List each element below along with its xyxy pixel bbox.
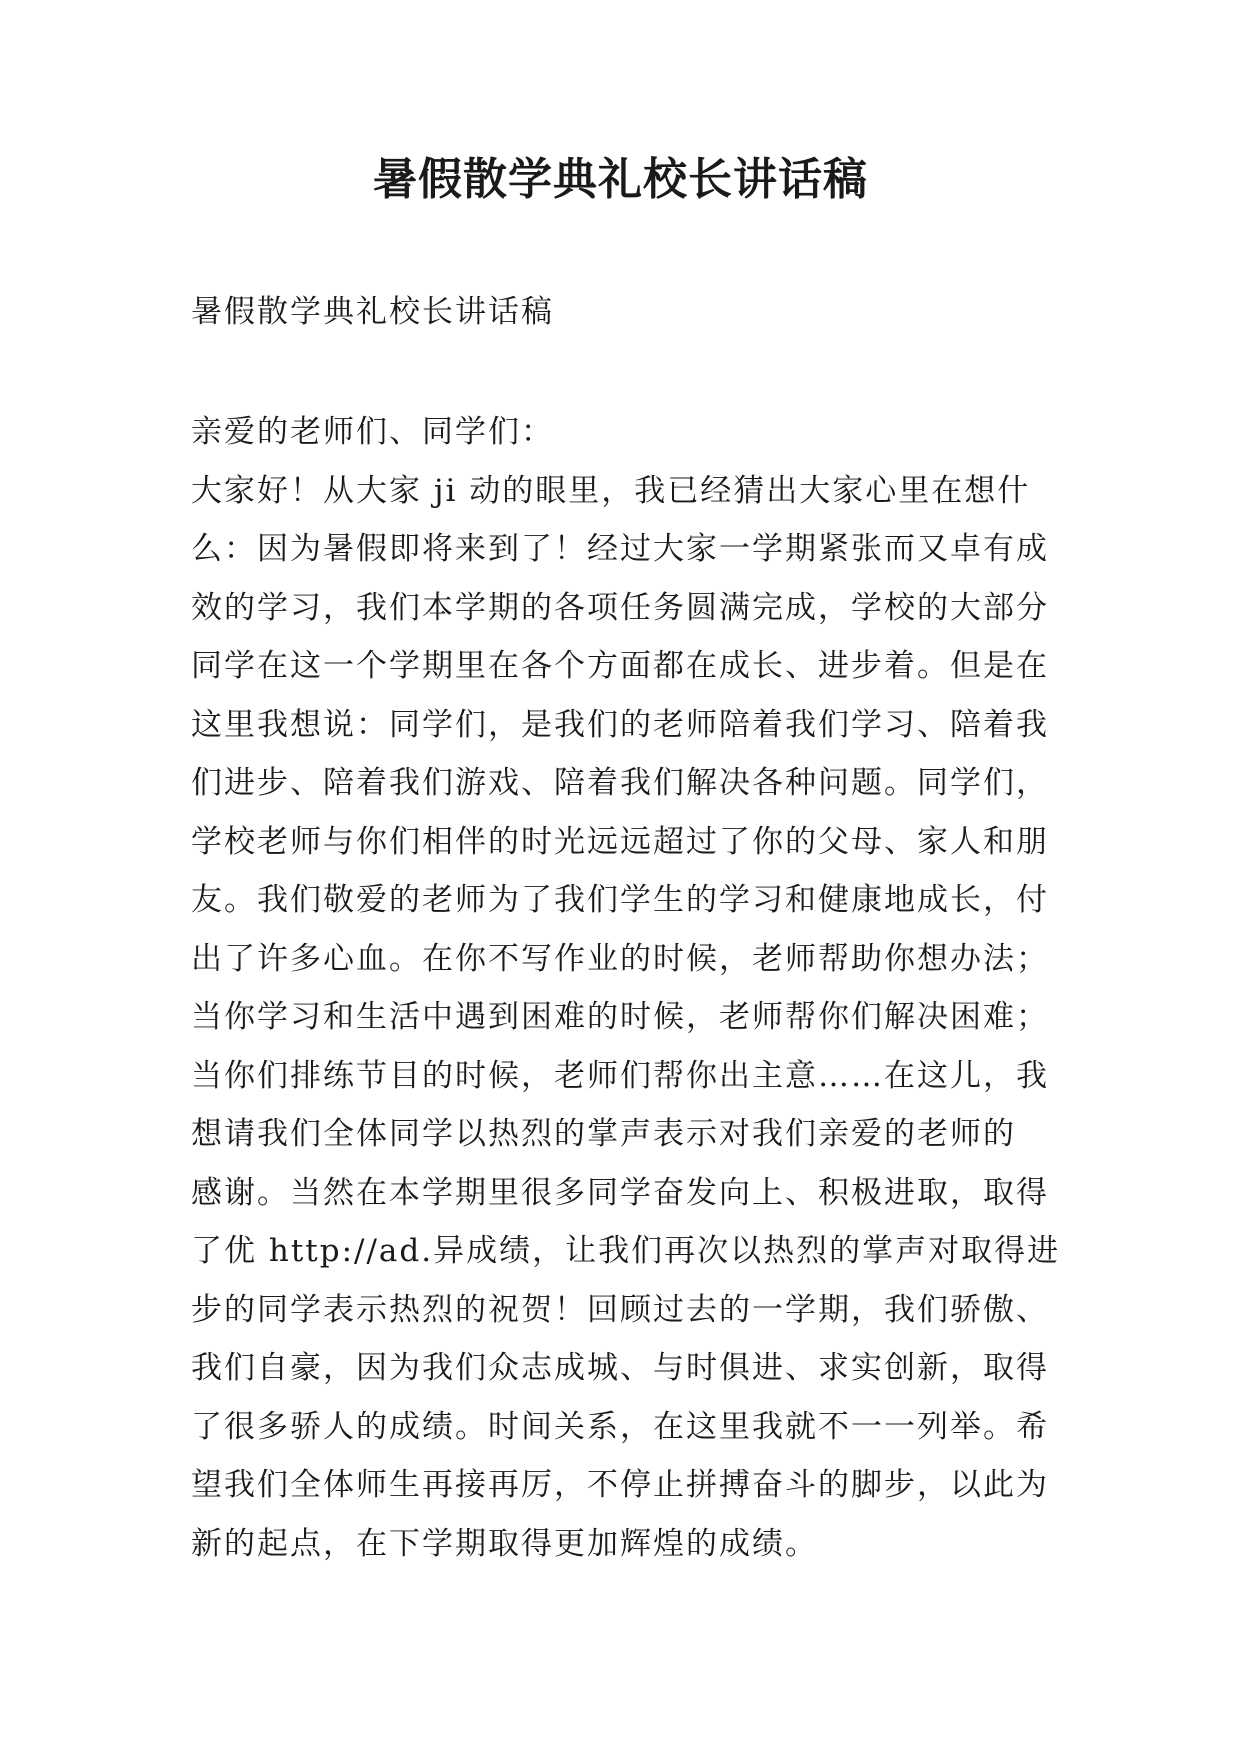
- body-line: 出了许多心血。在你不写作业的时候，老师帮助你想办法；: [191, 940, 1049, 977]
- body-line: 步的同学表示热烈的祝贺！回顾过去的一学期，我们骄傲、: [191, 1291, 1049, 1328]
- document-body: [191, 403, 1071, 1573]
- body-line: 我们自豪，因为我们众志成城、与时俱进、求实创新，取得: [191, 1350, 1049, 1386]
- body-line: 这里我想说：同学们，是我们的老师陪着我们学习、陪着我: [191, 706, 1049, 743]
- body-line: 同学在这一个学期里在各个方面都在成长、进步着。但是在: [191, 648, 1049, 684]
- body-line: 么：因为暑假即将来到了！经过大家一学期紧张而又卓有成: [191, 531, 1049, 567]
- document-subtitle: 暑假散学典礼校长讲话稿: [191, 294, 554, 330]
- body-line: 了优 http://ad.异成绩，让我们再次以热烈的掌声对取得进: [191, 1233, 1061, 1269]
- body-line: 新的起点，在下学期取得更加辉煌的成绩。: [191, 1525, 818, 1562]
- body-line: 望我们全体师生再接再厉，不停止拼搏奋斗的脚步，以此为: [191, 1467, 1049, 1503]
- body-line: 了很多骄人的成绩。时间关系，在这里我就不一一列举。希: [191, 1408, 1049, 1445]
- body-line-greeting: 亲爱的老师们、同学们：: [191, 414, 554, 450]
- body-line: 当你学习和生活中遇到困难的时候，老师帮你们解决困难；: [191, 999, 1049, 1035]
- body-line: 当你们排练节目的时候，老师们帮你出主意……在这儿，我: [191, 1057, 1049, 1094]
- body-line: 学校老师与你们相伴的时光远远超过了你的父母、家人和朋: [191, 823, 1049, 860]
- body-line: 想请我们全体同学以热烈的掌声表示对我们亲爱的老师的: [191, 1116, 1016, 1152]
- body-line: 效的学习，我们本学期的各项任务圆满完成，学校的大部分: [191, 589, 1049, 626]
- document-title: 暑假散学典礼校长讲话稿: [373, 154, 868, 205]
- body-line: 们进步、陪着我们游戏、陪着我们解决各种问题。同学们，: [191, 765, 1049, 801]
- body-line: 友。我们敬爱的老师为了我们学生的学习和健康地成长，付: [191, 882, 1049, 918]
- body-line: 感谢。当然在本学期里很多同学奋发向上、积极进取，取得: [191, 1174, 1049, 1211]
- body-line: 大家好！从大家 ji 动的眼里，我已经猜出大家心里在想什: [191, 472, 1031, 509]
